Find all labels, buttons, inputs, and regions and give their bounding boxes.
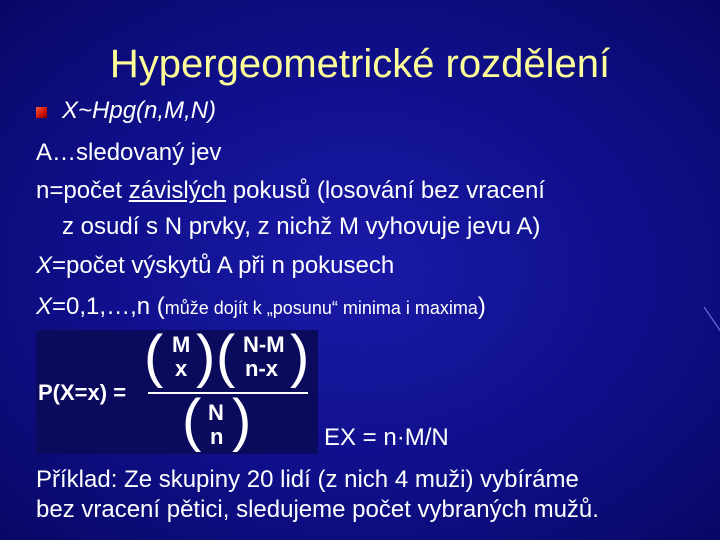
line-support [36,292,486,323]
support-note: může dojít k „posunu“ minima i maxima [164,298,478,318]
paren-right: ) [196,324,216,389]
support-close: ) [477,293,486,320]
var-x: X [36,252,53,279]
line-trials [36,176,545,206]
trials-prefix: n=počet [36,177,129,204]
example [36,465,599,525]
paren-right: ) [290,324,310,389]
bullet-icon [36,107,47,118]
binom-bottom: n [210,424,224,449]
support-values: =0,1,…,n ( [52,293,165,320]
expectation: EX = n·M/N [324,424,449,451]
paren-left: ( [144,324,164,389]
line-urn: z osudí s N prvky, z nichž M vyhovuje jevu A) [62,213,541,240]
binom-top: M [172,332,191,357]
line-count [36,251,394,281]
slide-title: Hypergeometrické rozdělení [109,42,611,86]
count-text: =počet výskytů A při n pokusech [52,252,395,279]
trials-suffix: pokusů (losování bez vracení [226,177,545,204]
example-line: bez vracení pětici, sledujeme počet vybraných mužů. [36,496,599,523]
paren-right: ) [232,388,252,453]
line-distribution [62,96,216,126]
line-event: A…sledovaný jev [36,139,222,166]
paren-left: ( [216,324,236,389]
distribution-notation: X~Hpg(n,M,N) [62,97,217,124]
paren-left: ( [182,388,202,453]
binom-top: N-M [243,332,285,357]
binom-bottom: n-x [245,356,278,381]
binom-bottom: x [175,356,188,381]
formula [36,324,318,454]
example-line: Příklad: Ze skupiny 20 lidí (z nich 4 muži) vybíráme [36,466,579,493]
trials-underlined: závislých [128,177,227,204]
formula-lhs: P(X=x) = [38,380,127,405]
binom-top: N [208,400,224,425]
var-x: X [36,293,53,320]
decorative-line-icon [700,305,720,345]
fraction-bar [148,392,308,394]
